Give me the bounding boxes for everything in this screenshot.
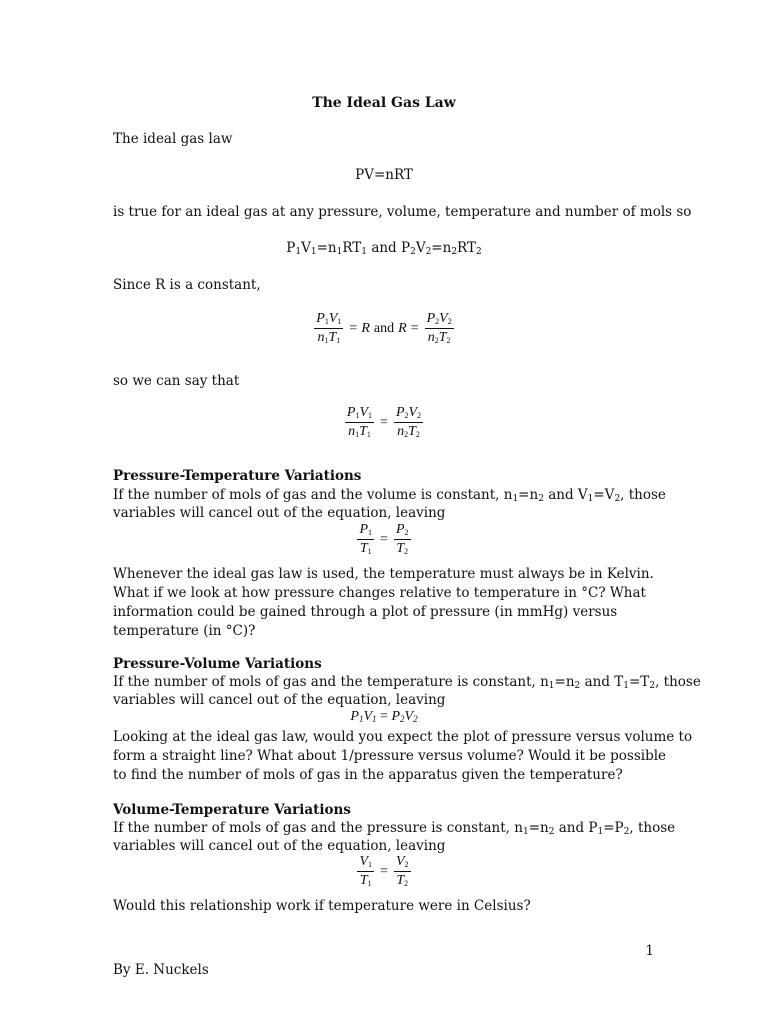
vt-paragraph: Would this relationship work if temperature were in Celsius? <box>113 898 531 914</box>
subscripted-equations: $P_1V_1=n_1RT_1$ and $P_2V_2=n_2RT_2$ <box>286 240 482 257</box>
author-footer: By E. Nuckels <box>113 962 209 978</box>
and-word-2: and <box>373 320 395 336</box>
pt-line2: variables will cancel out of the equation, leaving <box>113 505 446 521</box>
vt-equation: $\frac{V_1}{T_1}$ = $\frac{V_2}{T_2}$ <box>359 854 409 888</box>
r-constant-equation: $\frac{P_1V_1}{n_1T_1}$ = R and R = $\frac{P_2V_2}{n_2T_2}$ <box>316 311 452 345</box>
r-symbol: R <box>361 320 370 336</box>
intro-text-3: Since R is a constant, <box>113 277 261 293</box>
vt-line2: variables will cancel out of the equation, leaving <box>113 838 446 854</box>
vt-heading: Volume-Temperature Variations <box>113 802 351 818</box>
vt-line1: If the number of mols of gas and the pressure is constant, $n_1=n_2$ and $P_1=P_2$, those <box>113 820 676 837</box>
page-title: The Ideal Gas Law <box>312 95 456 111</box>
pv-equation: $P_1V_1 = P_2V_2$ <box>350 709 418 724</box>
pt-equation: $\frac{P_1}{T_1}$ = $\frac{P_2}{T_2}$ <box>359 522 409 556</box>
combined-gas-law-equation: $\frac{P_1V_1}{n_1T_1}$ = $\frac{P_2V_2}{n_2T_2}$ <box>346 405 422 439</box>
pv-line1: If the number of mols of gas and the temperature is constant, $n_1=n_2$ and $T_1=T_2$, those <box>113 674 701 691</box>
pt-paragraph: Whenever the ideal gas law is used, the temperature must always be in Kelvin. What if we look at how pressure changes relative to temperature in °C? What information could be gained through a plot of pressure (in mmHg) versus temperature (in °C)? <box>113 566 654 639</box>
pt-heading: Pressure-Temperature Variations <box>113 468 362 484</box>
page-number: 1 <box>645 943 654 959</box>
ideal-gas-equation: PV=nRT <box>355 167 413 183</box>
pv-line2: variables will cancel out of the equation, leaving <box>113 692 446 708</box>
pv-paragraph: Looking at the ideal gas law, would you expect the plot of pressure versus volume to form a straight line? What about 1/pressure versus volume? Would it be possible to find the number of mols of gas in the apparatus given the temperature? <box>113 729 693 783</box>
intro-text-4: so we can say that <box>113 373 240 389</box>
pt-line1: If the number of mols of gas and the volume is constant, $n_1=n_2$ and $V_1=V_2$, those <box>113 487 666 504</box>
intro-text-2: is true for an ideal gas at any pressure, volume, temperature and number of mols so <box>113 204 692 220</box>
and-word: and <box>371 240 397 256</box>
pv-heading: Pressure-Volume Variations <box>113 656 322 672</box>
r-symbol-2: R <box>398 320 407 336</box>
intro-text: The ideal gas law <box>113 131 233 147</box>
